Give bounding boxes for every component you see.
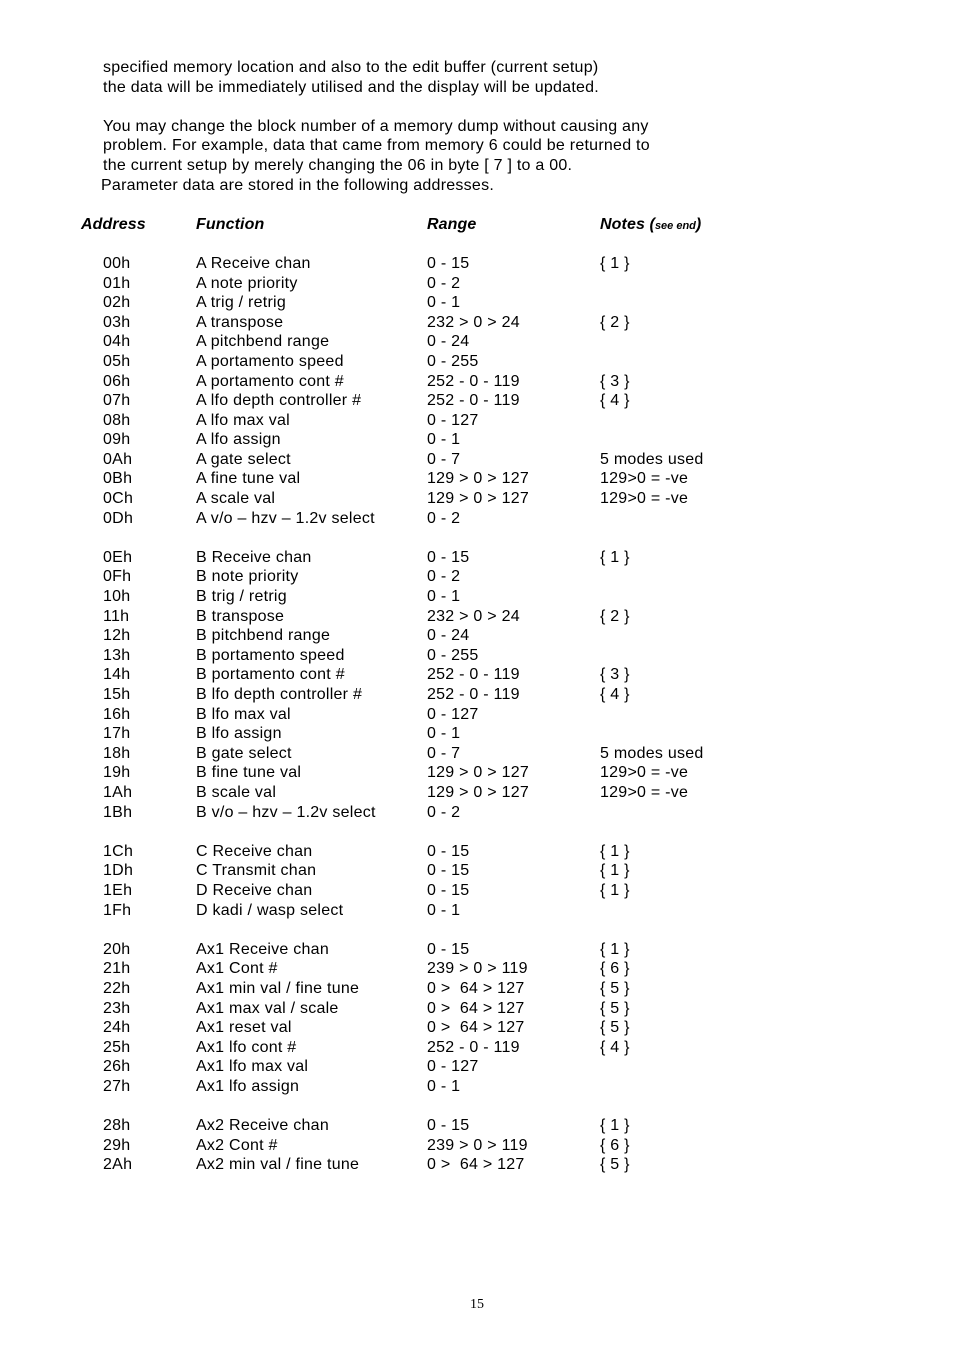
address-cell: 05h: [103, 352, 131, 370]
table-row: [0, 430, 954, 450]
table-row: [0, 607, 954, 627]
function-cell: Ax1 Cont #: [196, 960, 278, 978]
function-cell: A lfo assign: [196, 431, 281, 449]
function-cell: B lfo assign: [196, 725, 282, 743]
table-row: [0, 332, 954, 352]
intro-paragraph: [0, 117, 954, 195]
intro-text: [0, 58, 954, 195]
range-cell: 0 - 1: [427, 588, 461, 606]
range-cell: 0 - 15: [427, 548, 470, 566]
address-cell: 13h: [103, 646, 131, 664]
range-cell: 0 - 15: [427, 1117, 470, 1135]
range-cell: 0 - 127: [427, 1058, 479, 1076]
table-row: [0, 1038, 954, 1058]
range-cell: 0 - 2: [427, 509, 461, 527]
address-cell: 24h: [103, 1019, 131, 1037]
table-row: [0, 626, 954, 646]
range-cell: 0 > 64 > 127: [427, 999, 525, 1017]
intro-line: specified memory location and also to the edit buffer (current setup): [103, 59, 599, 76]
table-row: [0, 293, 954, 313]
table-row-group: [0, 254, 954, 528]
notes-cell: { 4 }: [600, 686, 630, 703]
address-cell: 2Ah: [103, 1156, 133, 1174]
notes-header: [600, 215, 701, 237]
notes-cell: { 5 }: [600, 999, 630, 1017]
document-page: [0, 58, 954, 1175]
address-cell: 0Ch: [103, 490, 134, 508]
range-cell: 232 > 0 > 24: [427, 313, 520, 331]
address-cell: 01h: [103, 274, 131, 292]
table-row: [0, 665, 954, 685]
spacer: [0, 234, 954, 254]
range-cell: 0 - 2: [427, 274, 461, 292]
function-cell: Ax2 Receive chan: [196, 1117, 329, 1135]
spacer: [0, 195, 954, 215]
function-cell: A note priority: [196, 274, 298, 292]
spacer: [0, 822, 954, 842]
address-cell: 20h: [103, 940, 131, 958]
range-cell: 0 - 255: [427, 646, 479, 664]
range-cell: 129 > 0 > 127: [427, 490, 530, 508]
table-row: [0, 1116, 954, 1136]
table-row: [0, 842, 954, 862]
address-cell: 16h: [103, 705, 131, 723]
function-cell: B transpose: [196, 607, 285, 625]
table-row: [0, 1057, 954, 1077]
address-cell: 23h: [103, 999, 131, 1017]
function-cell: B note priority: [196, 568, 299, 586]
address-cell: 1Ch: [103, 842, 134, 860]
function-cell: B gate select: [196, 744, 292, 762]
address-cell: 06h: [103, 372, 131, 390]
table-row: [0, 489, 954, 509]
table-row: [0, 509, 954, 529]
notes-cell: { 1 }: [600, 862, 630, 880]
intro-paragraph: [0, 58, 954, 97]
table-row-group: [0, 940, 954, 1097]
notes-cell: { 3 }: [600, 666, 630, 684]
range-cell: 0 - 127: [427, 411, 479, 429]
range-cell: 0 - 127: [427, 705, 479, 723]
table-row: [0, 587, 954, 607]
range-cell: 0 - 24: [427, 627, 470, 645]
range-cell: 0 - 15: [427, 881, 470, 899]
range-cell: 0 - 7: [427, 450, 461, 468]
function-cell: A v/o – hzv – 1.2v select: [196, 509, 375, 527]
function-cell: D Receive chan: [196, 881, 313, 899]
table-row: [0, 940, 954, 960]
function-cell: B pitchbend range: [196, 627, 331, 645]
notes-cell: 5 modes used: [600, 744, 704, 762]
function-cell: B lfo max val: [196, 705, 291, 723]
page-number: 15: [470, 1297, 484, 1312]
table-row-group: [0, 1116, 954, 1175]
notes-header-close: ): [695, 215, 702, 233]
table-row: [0, 254, 954, 274]
range-cell: 239 > 0 > 119: [427, 960, 528, 978]
address-cell: 28h: [103, 1117, 131, 1135]
notes-cell: 129>0 = -ve: [600, 470, 689, 488]
address-cell: 18h: [103, 744, 131, 762]
range-cell: 232 > 0 > 24: [427, 607, 520, 625]
function-cell: Ax1 min val / fine tune: [196, 979, 360, 997]
table-row-group: [0, 842, 954, 920]
table-row: [0, 450, 954, 470]
function-cell: A fine tune val: [196, 470, 301, 488]
table-row-group: [0, 548, 954, 822]
notes-cell: { 1 }: [600, 1117, 630, 1135]
address-cell: 21h: [103, 960, 131, 978]
spacer: [0, 920, 954, 940]
function-cell: Ax1 lfo max val: [196, 1058, 309, 1076]
range-cell: 252 - 0 - 119: [427, 666, 520, 684]
function-cell: D kadi / wasp select: [196, 901, 344, 919]
address-cell: 00h: [103, 254, 131, 272]
table-row: [0, 959, 954, 979]
notes-cell: { 1 }: [600, 254, 630, 272]
notes-cell: { 1 }: [600, 881, 630, 899]
notes-cell: { 6 }: [600, 1136, 630, 1154]
notes-cell: { 5 }: [600, 979, 630, 997]
table-row: [0, 999, 954, 1019]
table-row: [0, 744, 954, 764]
address-cell: 25h: [103, 1038, 131, 1056]
notes-cell: { 1 }: [600, 842, 630, 860]
table-row: [0, 372, 954, 392]
table-row: [0, 567, 954, 587]
address-cell: 17h: [103, 725, 131, 743]
range-cell: 0 - 7: [427, 744, 461, 762]
table-row: [0, 391, 954, 411]
address-cell: 19h: [103, 764, 131, 782]
address-cell: 1Ah: [103, 783, 133, 801]
range-cell: 0 - 1: [427, 901, 461, 919]
function-cell: Ax1 Receive chan: [196, 940, 329, 958]
function-cell: C Transmit chan: [196, 862, 317, 880]
spacer: [0, 97, 954, 117]
address-cell: 1Fh: [103, 901, 132, 919]
range-cell: 0 - 15: [427, 842, 470, 860]
range-cell: 0 - 2: [427, 803, 461, 821]
table-row: [0, 881, 954, 901]
range-cell: 129 > 0 > 127: [427, 470, 530, 488]
range-cell: 0 > 64 > 127: [427, 1156, 525, 1174]
address-cell: 09h: [103, 431, 131, 449]
function-cell: B portamento cont #: [196, 666, 345, 684]
address-cell: 15h: [103, 686, 131, 703]
table-row: [0, 411, 954, 431]
address-cell: 08h: [103, 411, 131, 429]
range-cell: 0 - 15: [427, 940, 470, 958]
table-row: [0, 548, 954, 568]
function-cell: A transpose: [196, 313, 284, 331]
range-cell: 239 > 0 > 119: [427, 1136, 528, 1154]
address-cell: 1Bh: [103, 803, 133, 821]
function-cell: A gate select: [196, 450, 291, 468]
table-row: [0, 783, 954, 803]
notes-cell: { 4 }: [600, 1038, 630, 1056]
function-cell: B Receive chan: [196, 548, 312, 566]
notes-cell: { 5 }: [600, 1019, 630, 1037]
range-cell: 252 - 0 - 119: [427, 372, 520, 390]
table-row: [0, 469, 954, 489]
address-cell: 03h: [103, 313, 131, 331]
table-row: [0, 861, 954, 881]
function-cell: C Receive chan: [196, 842, 313, 860]
notes-cell: { 1 }: [600, 940, 630, 958]
function-cell: B scale val: [196, 783, 277, 801]
range-header: Range: [427, 215, 477, 233]
function-cell: A Receive chan: [196, 254, 311, 272]
table-row: [0, 979, 954, 999]
function-cell: A lfo max val: [196, 411, 290, 429]
function-cell: B fine tune val: [196, 764, 302, 782]
table-row: [0, 1077, 954, 1097]
intro-line: the data will be immediately utilised and the display will be updated.: [103, 78, 599, 96]
range-cell: 0 - 1: [427, 431, 461, 449]
function-cell: Ax2 Cont #: [196, 1136, 278, 1154]
address-cell: 27h: [103, 1077, 131, 1095]
address-table: [0, 254, 954, 1175]
function-cell: Ax1 lfo cont #: [196, 1038, 297, 1056]
address-cell: 22h: [103, 979, 131, 997]
table-row: [0, 313, 954, 333]
table-row: [0, 352, 954, 372]
notes-cell: 129>0 = -ve: [600, 783, 689, 801]
range-cell: 0 - 24: [427, 333, 470, 351]
notes-header-hint: see end: [654, 219, 696, 232]
address-cell: 02h: [103, 294, 131, 312]
address-cell: 0Eh: [103, 548, 133, 566]
range-cell: 0 - 15: [427, 254, 470, 272]
table-header-row: [0, 215, 954, 235]
address-cell: 1Dh: [103, 862, 134, 880]
address-header: Address: [81, 215, 146, 233]
table-row: [0, 274, 954, 294]
range-cell: 252 - 0 - 119: [427, 392, 520, 410]
notes-cell: { 4 }: [600, 392, 630, 410]
table-row: [0, 1136, 954, 1156]
intro-line: Parameter data are stored in the following addresses.: [101, 176, 495, 194]
range-cell: 0 - 1: [427, 725, 461, 743]
function-cell: A portamento cont #: [196, 372, 344, 390]
intro-line: problem. For example, data that came from memory 6 could be returned to: [103, 137, 650, 155]
address-cell: 29h: [103, 1136, 131, 1154]
function-cell: B portamento speed: [196, 646, 345, 664]
function-cell: B v/o – hzv – 1.2v select: [196, 803, 376, 821]
function-cell: B trig / retrig: [196, 588, 287, 606]
range-cell: 0 > 64 > 127: [427, 1019, 525, 1037]
function-cell: A trig / retrig: [196, 294, 286, 312]
table-row: [0, 646, 954, 666]
function-cell: A lfo depth controller #: [196, 392, 362, 410]
function-cell: A pitchbend range: [196, 333, 330, 351]
address-cell: 26h: [103, 1058, 131, 1076]
address-cell: 1Eh: [103, 881, 133, 899]
intro-line: You may change the block number of a memory dump without causing any: [103, 117, 649, 135]
address-cell: 04h: [103, 333, 131, 351]
table-row: [0, 1155, 954, 1175]
notes-cell: { 1 }: [600, 548, 630, 566]
range-cell: 129 > 0 > 127: [427, 764, 530, 782]
function-cell: B lfo depth controller #: [196, 686, 363, 703]
address-cell: 0Bh: [103, 470, 133, 488]
function-cell: Ax2 min val / fine tune: [196, 1156, 360, 1174]
notes-cell: 5 modes used: [600, 450, 704, 468]
address-cell: 10h: [103, 588, 131, 606]
range-cell: 0 - 1: [427, 1077, 461, 1095]
address-cell: 0Dh: [103, 509, 134, 527]
range-cell: 129 > 0 > 127: [427, 783, 530, 801]
table-row: [0, 724, 954, 744]
table-row: [0, 685, 954, 705]
function-cell: A scale val: [196, 490, 276, 508]
spacer: [0, 1096, 954, 1116]
notes-cell: { 3 }: [600, 372, 630, 390]
intro-line: the current setup by merely changing the 06 in byte [ 7 ] to a 00.: [103, 156, 573, 174]
notes-cell: { 6 }: [600, 960, 630, 978]
function-cell: Ax1 max val / scale: [196, 999, 339, 1017]
address-cell: 0Ah: [103, 450, 133, 468]
notes-cell: { 2 }: [600, 607, 630, 625]
spacer: [0, 528, 954, 548]
function-cell: A portamento speed: [196, 352, 344, 370]
range-cell: 0 - 15: [427, 862, 470, 880]
table-row: [0, 1018, 954, 1038]
range-cell: 0 - 1: [427, 294, 461, 312]
address-cell: 07h: [103, 392, 131, 410]
table-row: [0, 803, 954, 823]
notes-cell: { 5 }: [600, 1156, 630, 1174]
table-row: [0, 705, 954, 725]
table-row: [0, 763, 954, 783]
range-cell: 252 - 0 - 119: [427, 1038, 520, 1056]
table-row: [0, 901, 954, 921]
notes-cell: 129>0 = -ve: [600, 490, 689, 508]
function-cell: Ax1 lfo assign: [196, 1077, 300, 1095]
range-cell: 0 > 64 > 127: [427, 979, 525, 997]
range-cell: 0 - 255: [427, 352, 479, 370]
address-cell: 0Fh: [103, 568, 132, 586]
function-cell: Ax1 reset val: [196, 1019, 292, 1037]
notes-header-label: Notes (: [600, 215, 655, 233]
notes-cell: { 2 }: [600, 313, 630, 331]
range-cell: 252 - 0 - 119: [427, 686, 520, 703]
function-header: Function: [196, 215, 265, 233]
notes-cell: 129>0 = -ve: [600, 764, 689, 782]
address-cell: 12h: [103, 627, 131, 645]
address-cell: 11h: [103, 607, 130, 625]
range-cell: 0 - 2: [427, 568, 461, 586]
address-cell: 14h: [103, 666, 131, 684]
